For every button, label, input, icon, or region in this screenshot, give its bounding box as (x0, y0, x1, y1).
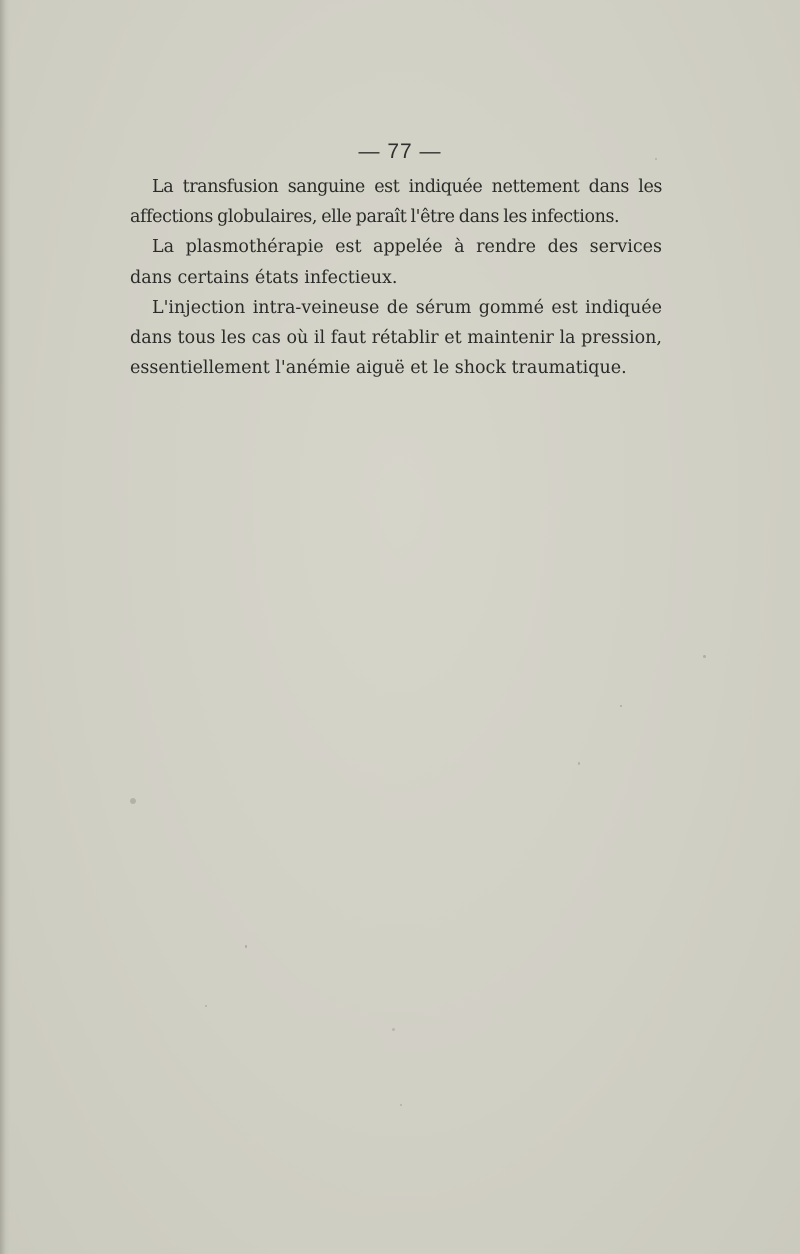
paper-speck (703, 655, 706, 658)
paper-speck (655, 158, 657, 160)
paper-speck (245, 945, 247, 948)
paragraph-transfusion: La transfusion sanguine est indiquée nettement dans les affections globulaires, elle paraît l'être dans les infections. (130, 177, 662, 228)
paragraph-injection: L'injection intra-veineuse de sérum gommé est indiquée dans tous les cas où il faut rétablir et maintenir la pression, essentiellement l'anémie aiguë et le shock traumatique. (130, 297, 662, 379)
paper-speck (620, 705, 622, 707)
paper-speck (130, 798, 136, 804)
body-text (130, 172, 662, 383)
paragraph-plasmotherapie: La plasmothérapie est appelée à rendre des services dans certains états infectieux. (130, 237, 662, 288)
page-number: — 77 — (358, 140, 442, 163)
paper-speck (392, 1028, 395, 1031)
paper-speck (205, 1005, 207, 1007)
page-edge-shadow (0, 0, 10, 1254)
paper-speck (400, 1104, 402, 1106)
paper-speck (578, 762, 580, 765)
